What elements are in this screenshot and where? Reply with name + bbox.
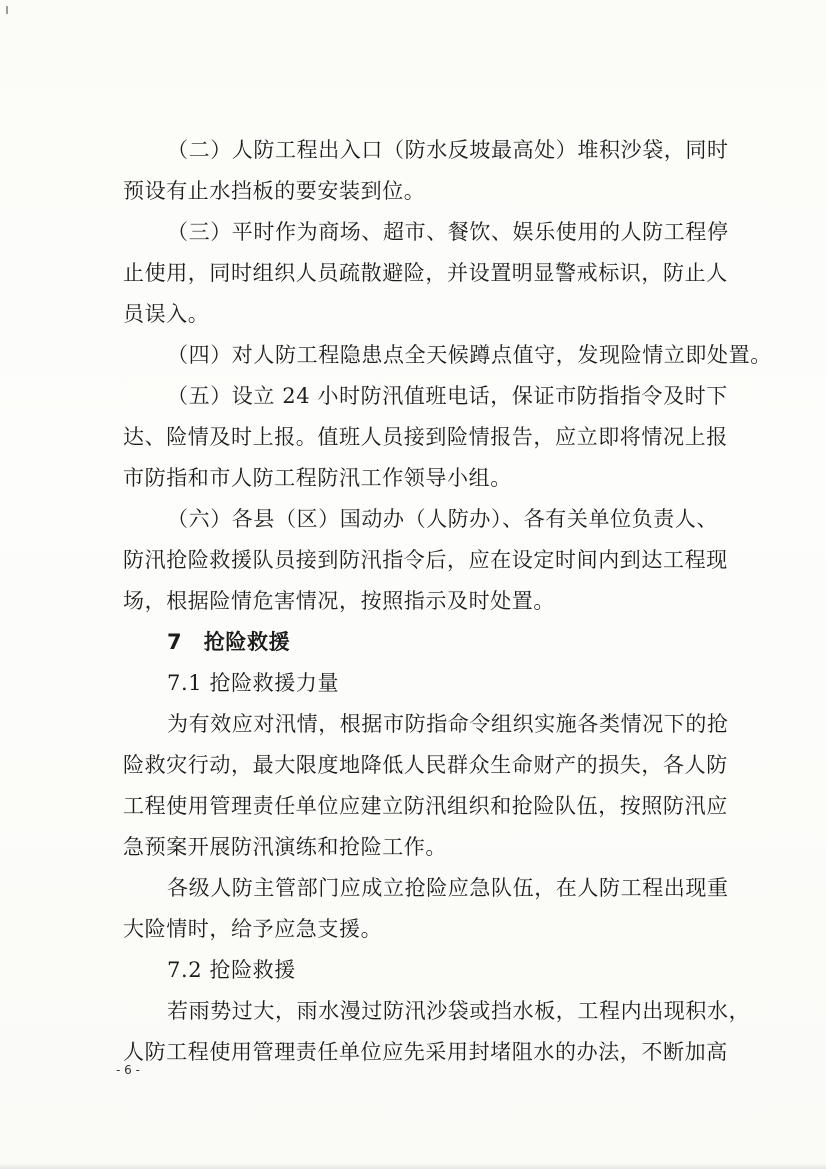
paragraph-line: 市防指和市人防工程防汛工作领导小组。 bbox=[123, 466, 512, 490]
paragraph-line: 达、险情及时上报。值班人员接到险情报告，应立即将情况上报 bbox=[123, 425, 728, 449]
scan-corner-mark bbox=[6, 6, 8, 14]
paragraph-line: （六）各县（区）国动办（人防办）、各有关单位负责人、 bbox=[167, 507, 719, 531]
subsection-heading: 7.2 抢险救援 bbox=[167, 958, 296, 982]
page-number: - 6 - bbox=[116, 1063, 140, 1077]
paragraph-line: 人防工程使用管理责任单位应先采用封堵阻水的办法，不断加高 bbox=[123, 1040, 728, 1064]
paragraph-line: 险救灾行动，最大限度地降低人民群众生命财产的损失，各人防 bbox=[123, 753, 728, 777]
paragraph-line: （二）人防工程出入口（防水反坡最高处）堆积沙袋，同时 bbox=[167, 138, 729, 162]
paragraph-line: （三）平时作为商场、超市、餐饮、娱乐使用的人防工程停 bbox=[167, 220, 729, 244]
subsection-heading: 7.1 抢险救援力量 bbox=[167, 671, 340, 695]
paragraph-line: 为有效应对汛情，根据市防指命令组织实施各类情况下的抢 bbox=[167, 712, 729, 736]
paragraph-line: 各级人防主管部门应成立抢险应急队伍，在人防工程出现重 bbox=[167, 876, 729, 900]
paragraph-line: 工程使用管理责任单位应建立防汛组织和抢险队伍，按照防汛应 bbox=[123, 794, 728, 818]
paragraph-line: （五）设立 24 小时防汛值班电话，保证市防指指令及时下 bbox=[167, 384, 728, 408]
section-heading: 7 抢险救援 bbox=[167, 630, 291, 654]
paragraph-line: 止使用，同时组织人员疏散避险，并设置明显警戒标识，防止人 bbox=[123, 261, 728, 285]
paragraph-line: 场，根据险情危害情况，按照指示及时处置。 bbox=[123, 589, 555, 613]
paragraph-line: 大险情时，给予应急支援。 bbox=[123, 917, 383, 941]
paragraph-line: 员误入。 bbox=[123, 302, 210, 326]
paragraph-line: （四）对人防工程隐患点全天候蹲点值守，发现险情立即处置。 bbox=[167, 343, 772, 367]
paragraph-line: 若雨势过大，雨水漫过防汛沙袋或挡水板，工程内出现积水， bbox=[167, 999, 751, 1023]
paragraph-line: 预设有止水挡板的要安装到位。 bbox=[123, 179, 426, 203]
paragraph-line: 防汛抢险救援队员接到防汛指令后，应在设定时间内到达工程现 bbox=[123, 548, 728, 572]
paragraph-line: 急预案开展防汛演练和抢险工作。 bbox=[123, 835, 447, 859]
